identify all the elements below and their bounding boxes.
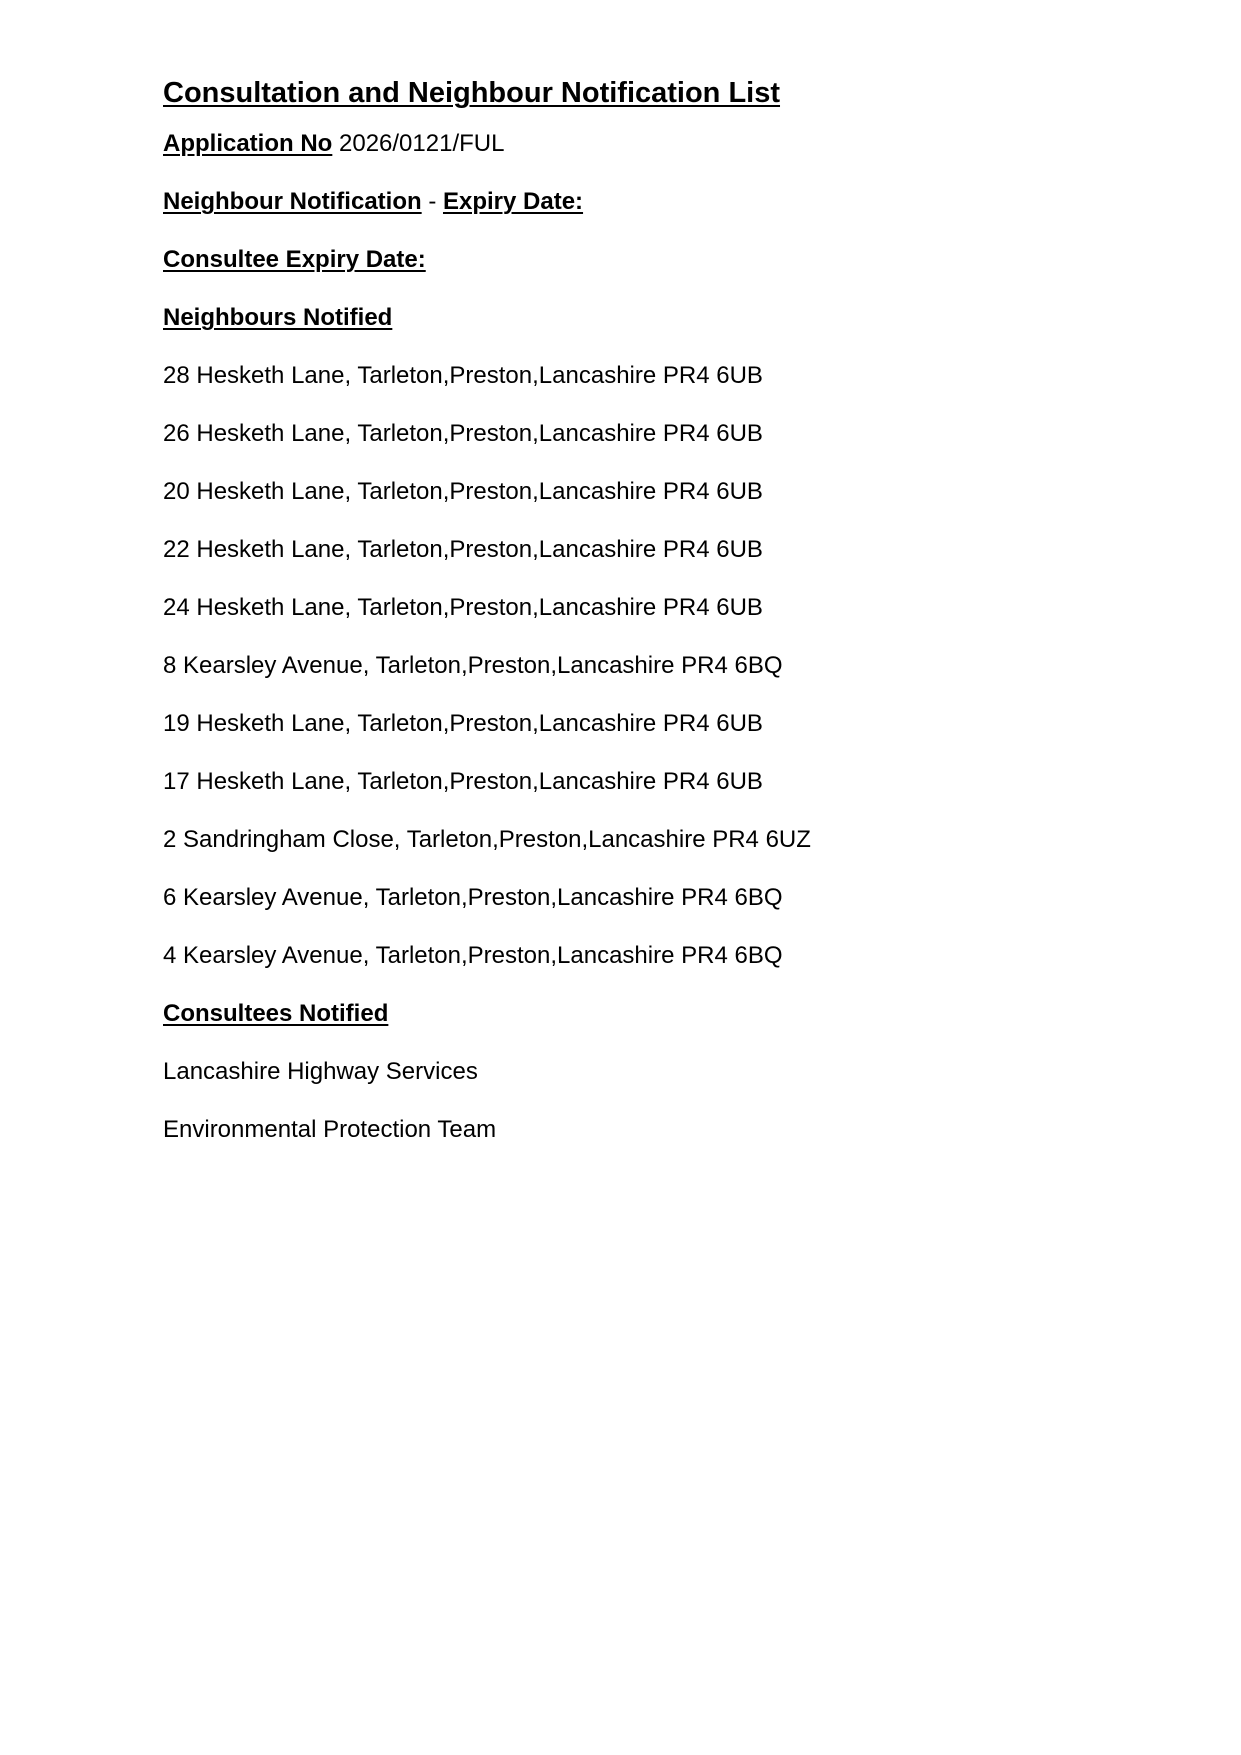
document-page <box>163 74 1163 1173</box>
consultee-expiry-row <box>163 245 1163 275</box>
neighbour-address: 6 Kearsley Avenue, Tarleton,Preston,Lancashire PR4 6BQ <box>163 884 783 911</box>
neighbour-address: 17 Hesketh Lane, Tarleton,Preston,Lancashire PR4 6UB <box>163 768 763 795</box>
neighbour-address: 26 Hesketh Lane, Tarleton,Preston,Lancashire PR4 6UB <box>163 420 763 447</box>
neighbour-address: 24 Hesketh Lane, Tarleton,Preston,Lancashire PR4 6UB <box>163 594 763 621</box>
neighbour-expiry-label-part2: Expiry Date: <box>442 188 584 215</box>
document-title: Consultation and Neighbour Notification List <box>163 77 781 109</box>
neighbour-address: 28 Hesketh Lane, Tarleton,Preston,Lancashire PR4 6UB <box>163 362 763 389</box>
neighbour-address: 8 Kearsley Avenue, Tarleton,Preston,Lancashire PR4 6BQ <box>163 652 783 679</box>
application-number-row <box>163 129 1163 159</box>
neighbour-address: 22 Hesketh Lane, Tarleton,Preston,Lancashire PR4 6UB <box>163 536 763 563</box>
neighbour-address: 4 Kearsley Avenue, Tarleton,Preston,Lancashire PR4 6BQ <box>163 942 783 969</box>
consultee-name: Lancashire Highway Services <box>163 1058 478 1085</box>
consultee-expiry-label: Consultee Expiry Date: <box>163 246 426 273</box>
consultee-name: Environmental Protection Team <box>163 1116 497 1143</box>
application-number-label: Application No <box>163 130 333 157</box>
consultees-list <box>163 1057 1163 1145</box>
neighbour-expiry-row <box>163 187 1163 217</box>
neighbours-notified-heading: Neighbours Notified <box>163 304 393 331</box>
application-number-value: 2026/0121/FUL <box>339 130 505 157</box>
neighbour-address: 2 Sandringham Close, Tarleton,Preston,Lancashire PR4 6UZ <box>163 826 811 853</box>
neighbour-address: 19 Hesketh Lane, Tarleton,Preston,Lancashire PR4 6UB <box>163 710 763 737</box>
neighbours-list <box>163 361 1163 971</box>
neighbour-expiry-label-part1: Neighbour Notification <box>163 188 422 215</box>
neighbour-expiry-separator: - <box>421 188 443 215</box>
consultees-notified-heading: Consultees Notified <box>163 1000 389 1027</box>
neighbour-address: 20 Hesketh Lane, Tarleton,Preston,Lancashire PR4 6UB <box>163 478 763 505</box>
